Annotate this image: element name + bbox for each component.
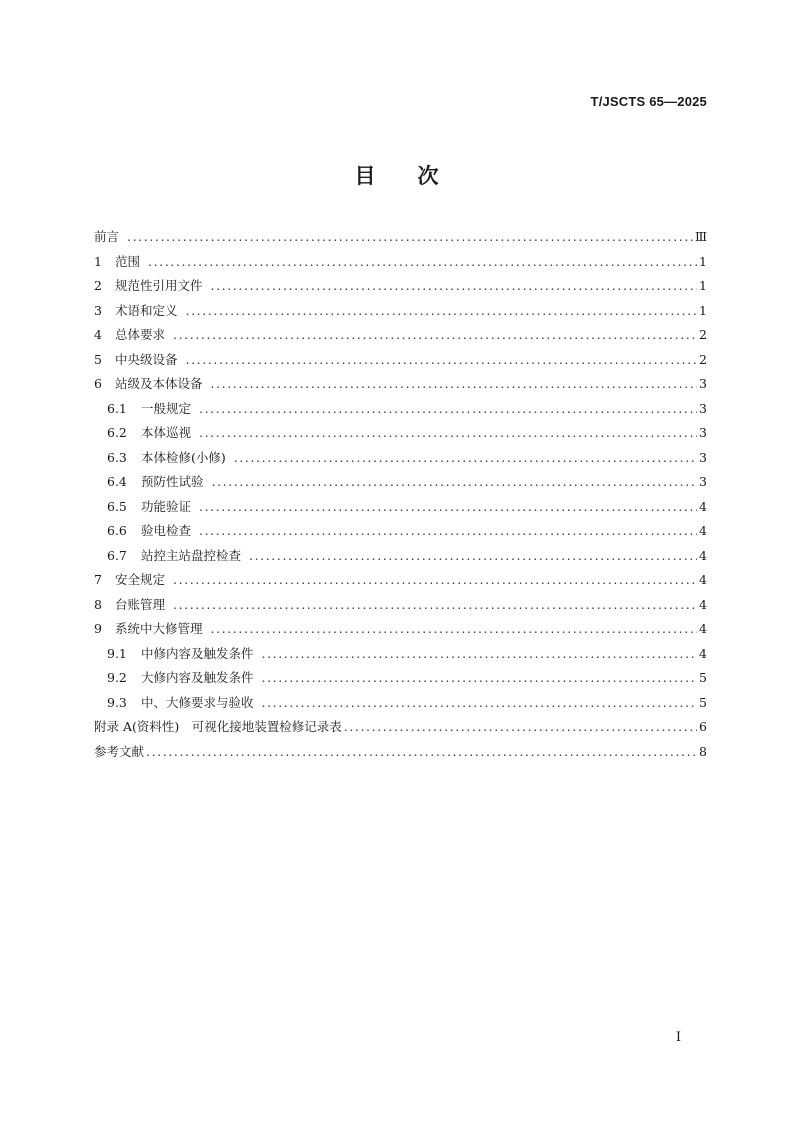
toc-entry-page: 3 xyxy=(699,474,707,489)
toc-entry-number: 8 xyxy=(94,596,102,612)
toc-entry-page: 6 xyxy=(699,719,707,734)
toc-entry-page: 4 xyxy=(699,621,707,636)
toc-entry-page: 4 xyxy=(699,498,707,514)
toc-entry[interactable] xyxy=(94,323,707,348)
toc-entry-label: 站控主站盘控检查 xyxy=(141,547,242,563)
toc-entry-label: 中、大修要求与验收 xyxy=(141,694,254,710)
toc-entry[interactable] xyxy=(94,470,707,495)
toc-entry-number: 6.7 xyxy=(107,547,127,563)
toc-entry-label: 本体巡视 xyxy=(141,425,192,440)
toc-entry-page: 3 xyxy=(699,400,707,416)
toc-entry-page: 4 xyxy=(699,596,707,612)
toc-entry-label: 本体检修(小修) xyxy=(141,449,226,465)
toc-entry-page: 3 xyxy=(699,449,707,465)
toc-entry-page: 3 xyxy=(699,425,707,440)
toc-leader-dots xyxy=(146,740,697,765)
toc-leader-dots xyxy=(148,250,697,275)
toc-entry-page: Ⅲ xyxy=(694,229,707,244)
toc-title xyxy=(0,160,793,190)
toc-entry-label: 总体要求 xyxy=(115,327,166,342)
toc-entry[interactable] xyxy=(94,250,707,275)
toc-entry-number: 9.1 xyxy=(107,645,127,661)
toc-entry-label: 大修内容及触发条件 xyxy=(141,670,254,685)
toc-entry[interactable] xyxy=(94,446,707,471)
toc-leader-dots xyxy=(211,617,698,642)
toc-entry-label: 前言 xyxy=(94,229,120,244)
toc-leader-dots xyxy=(199,495,697,520)
toc-entry-number: 6.6 xyxy=(107,523,127,538)
toc-entry-label: 参考文献 xyxy=(94,743,145,759)
toc-entry-number: 2 xyxy=(94,278,102,293)
toc-entry-number: 3 xyxy=(94,302,102,318)
toc-entry[interactable] xyxy=(94,274,707,299)
toc-entry[interactable] xyxy=(94,372,707,397)
toc-entry-number: 1 xyxy=(94,253,102,269)
toc-entry-label: 一般规定 xyxy=(141,400,192,416)
toc-entry-label: 安全规定 xyxy=(115,572,166,587)
toc-entry-page: 4 xyxy=(699,547,707,563)
toc-entry-number: 6.1 xyxy=(107,400,127,416)
toc-leader-dots xyxy=(212,470,698,495)
toc-entry-label: 预防性试验 xyxy=(141,474,204,489)
toc-entry-page: 4 xyxy=(699,523,707,538)
toc-entry[interactable] xyxy=(94,642,707,667)
toc-entry-page: 1 xyxy=(699,253,707,269)
document-code: T/JSCTS 65—2025 xyxy=(590,94,707,109)
toc-leader-dots xyxy=(199,421,697,446)
toc-entry[interactable] xyxy=(94,691,707,716)
toc-entry-page: 5 xyxy=(699,670,707,685)
toc-entry-page: 5 xyxy=(699,694,707,710)
toc-entry-page: 1 xyxy=(699,278,707,293)
toc-leader-dots xyxy=(262,691,698,716)
toc-entry[interactable] xyxy=(94,593,707,618)
toc-entry-label: 站级及本体设备 xyxy=(115,376,203,391)
toc-leader-dots xyxy=(344,715,697,740)
toc-entry-number: 9 xyxy=(94,621,102,636)
toc-entry-number: 7 xyxy=(94,572,102,587)
toc-entry-page: 4 xyxy=(699,572,707,587)
toc-entry-number: 6.5 xyxy=(107,498,127,514)
toc-leader-dots xyxy=(262,666,698,691)
toc-entry-number: 6.3 xyxy=(107,449,127,465)
toc-entry[interactable] xyxy=(94,421,707,446)
toc-entry[interactable] xyxy=(94,568,707,593)
toc-entry[interactable] xyxy=(94,299,707,324)
toc-leader-dots xyxy=(199,519,697,544)
toc-list xyxy=(94,225,707,764)
toc-title-right: 次 xyxy=(417,164,439,188)
toc-entry-page: 2 xyxy=(699,351,707,367)
toc-entry[interactable] xyxy=(94,715,707,740)
toc-entry[interactable] xyxy=(94,397,707,422)
toc-entry-label: 中央级设备 xyxy=(115,351,178,367)
toc-leader-dots xyxy=(199,397,697,422)
toc-entry[interactable] xyxy=(94,666,707,691)
toc-leader-dots xyxy=(186,299,698,324)
toc-leader-dots xyxy=(262,642,698,667)
toc-entry[interactable] xyxy=(94,544,707,569)
toc-entry-number: 4 xyxy=(94,327,102,342)
toc-entry-label: 范围 xyxy=(115,253,141,269)
toc-entry-number: 5 xyxy=(94,351,102,367)
toc-entry[interactable] xyxy=(94,225,707,250)
toc-leader-dots xyxy=(173,568,697,593)
toc-leader-dots xyxy=(249,544,697,569)
toc-entry-page: 1 xyxy=(699,302,707,318)
toc-entry-number: 6.4 xyxy=(107,474,127,489)
toc-entry-page: 3 xyxy=(699,376,707,391)
toc-entry-label: 系统中大修管理 xyxy=(115,621,203,636)
toc-entry[interactable] xyxy=(94,617,707,642)
toc-entry-label: 台账管理 xyxy=(115,596,166,612)
toc-leader-dots xyxy=(173,323,697,348)
toc-entry-label: 中修内容及触发条件 xyxy=(141,645,254,661)
toc-entry-page: 8 xyxy=(699,743,707,759)
toc-entry-page: 4 xyxy=(699,645,707,661)
toc-entry-label: 术语和定义 xyxy=(115,302,178,318)
toc-entry[interactable] xyxy=(94,495,707,520)
toc-title-left: 目 xyxy=(354,164,376,188)
toc-leader-dots xyxy=(127,225,693,250)
toc-leader-dots xyxy=(211,274,698,299)
toc-entry-page: 2 xyxy=(699,327,707,342)
toc-entry-label: 功能验证 xyxy=(141,498,192,514)
toc-entry-number: 6 xyxy=(94,376,102,391)
footer-page-number: I xyxy=(675,1030,681,1045)
toc-entry-number: 6.2 xyxy=(107,425,127,440)
toc-entry[interactable] xyxy=(94,740,707,765)
toc-entry-number: 9.3 xyxy=(107,694,127,710)
toc-leader-dots xyxy=(211,372,698,397)
toc-entry-label: 规范性引用文件 xyxy=(115,278,203,293)
toc-entry-label: 验电检查 xyxy=(141,523,192,538)
toc-entry-label: 附录 A(资料性) 可视化接地装置检修记录表 xyxy=(94,719,342,734)
toc-entry[interactable] xyxy=(94,519,707,544)
toc-leader-dots xyxy=(186,348,698,373)
toc-entry[interactable] xyxy=(94,348,707,373)
toc-leader-dots xyxy=(234,446,697,471)
toc-leader-dots xyxy=(173,593,697,618)
toc-entry-number: 9.2 xyxy=(107,670,127,685)
